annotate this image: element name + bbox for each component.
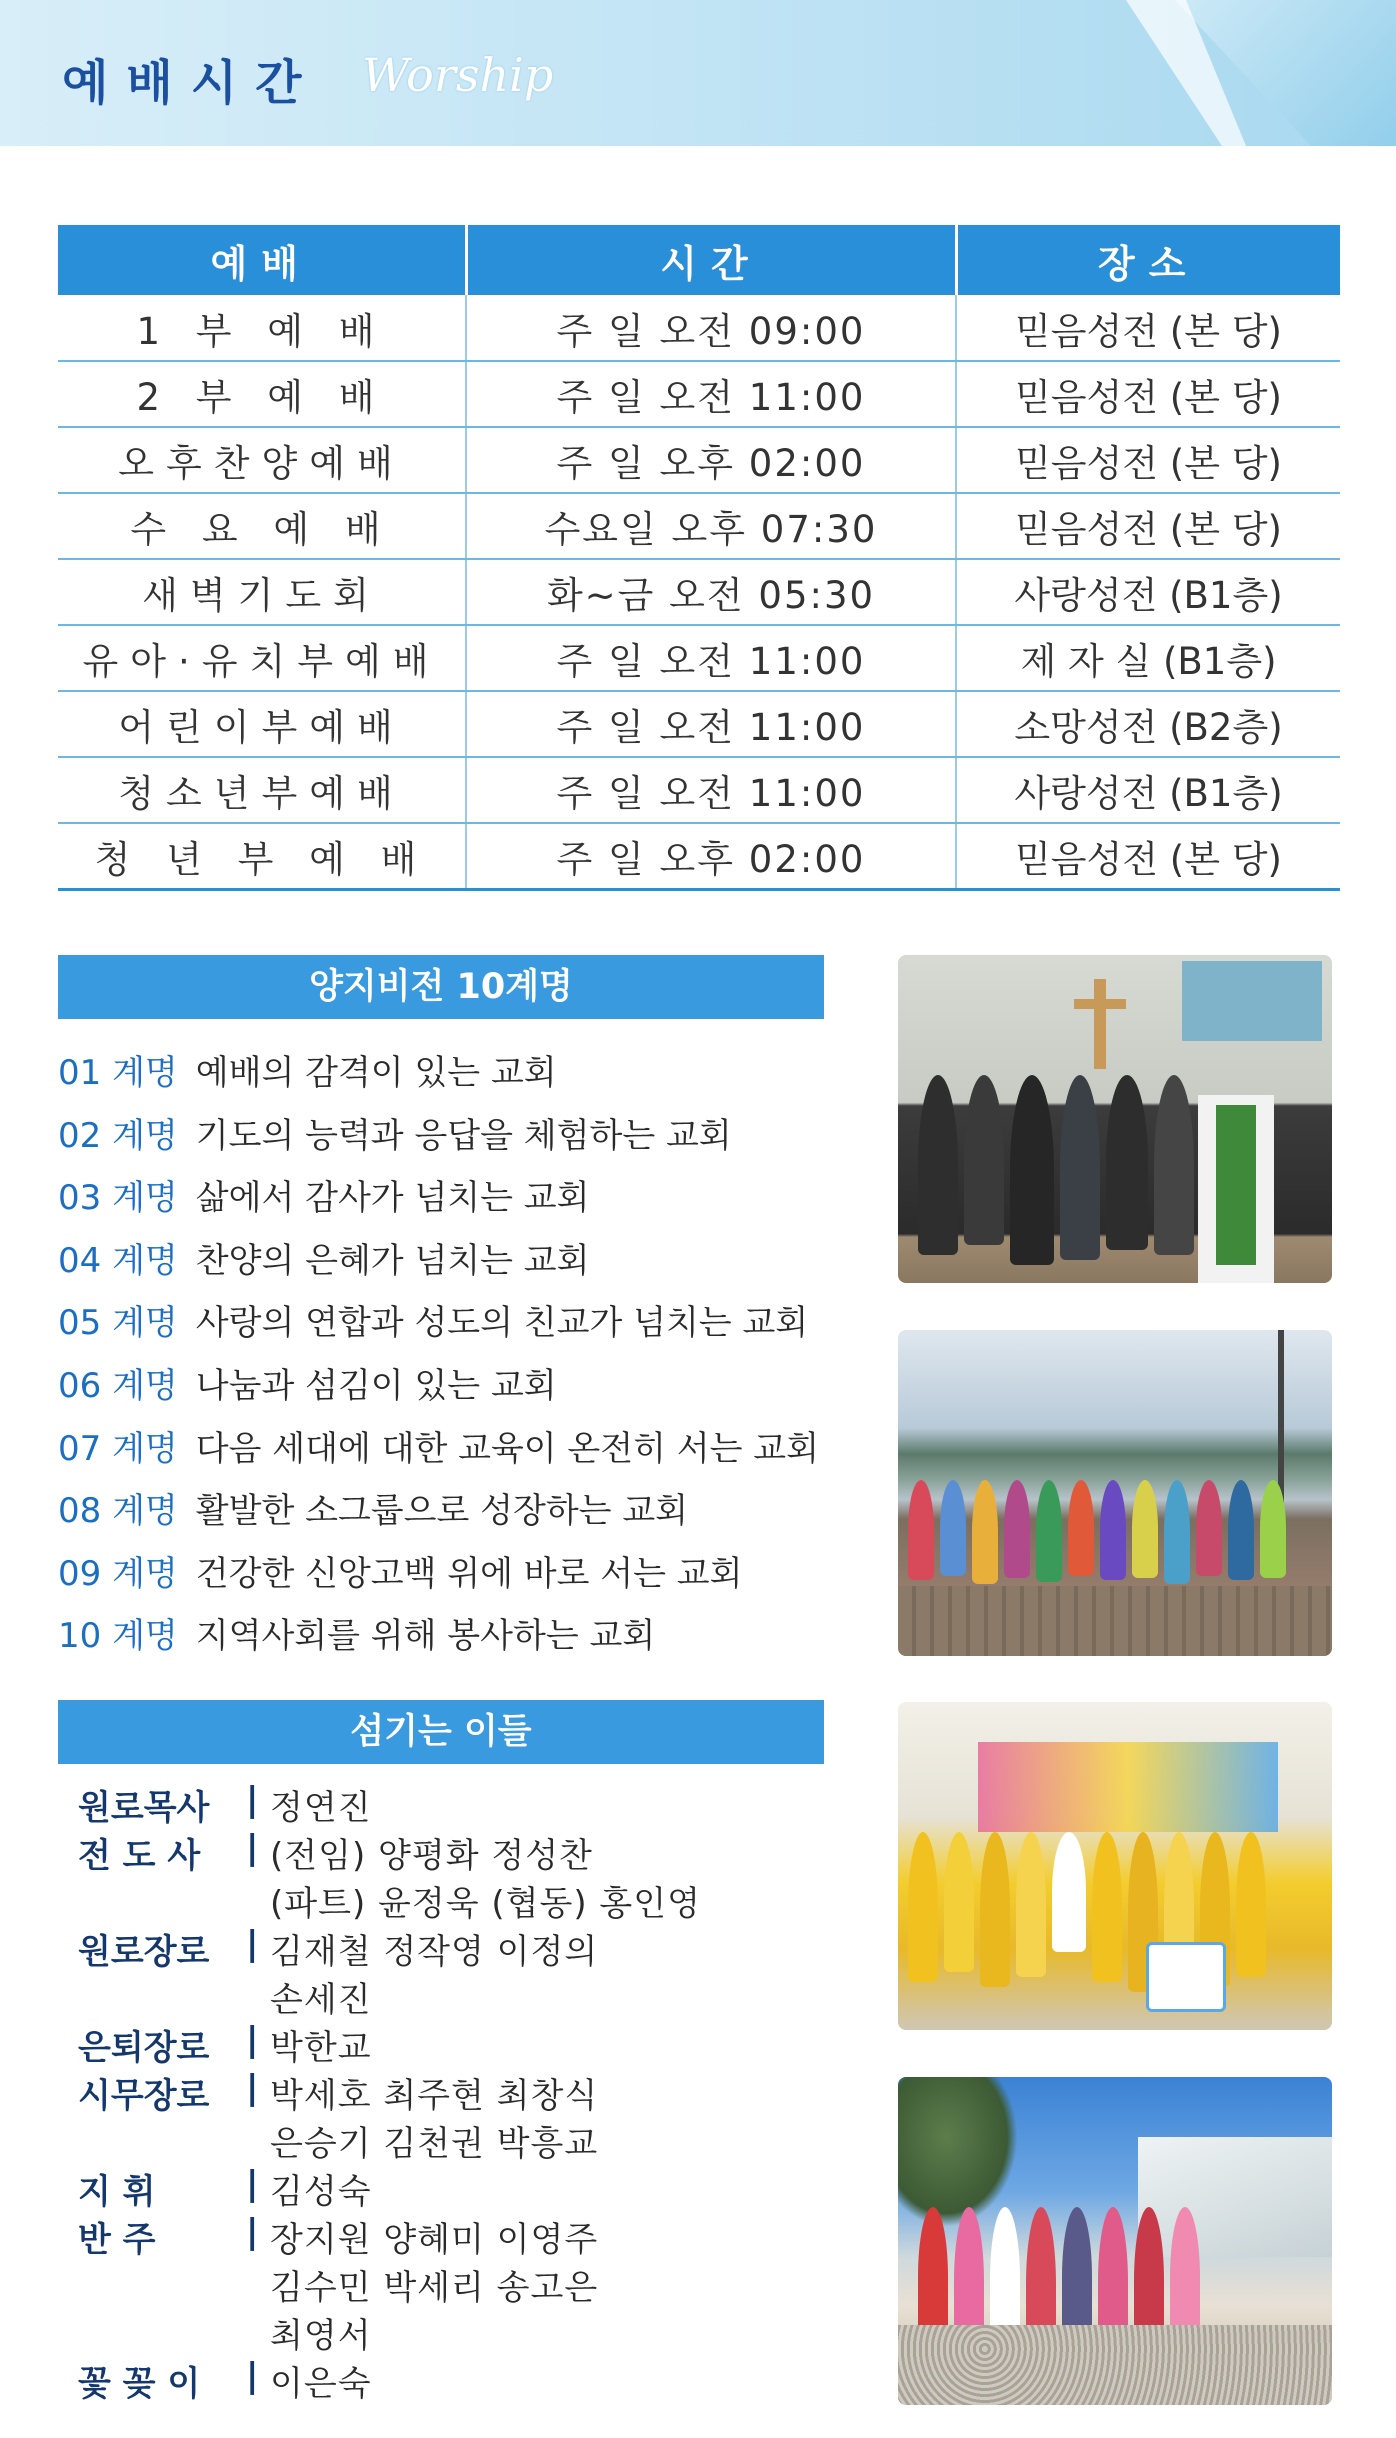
time-cell: 주 일 오후 02:00: [466, 427, 956, 493]
vision-item-number: 06 계명: [58, 1365, 178, 1406]
photo-deck: [898, 1586, 1332, 1656]
photo-stole: [1216, 1105, 1256, 1265]
staff-separator: [246, 1876, 270, 1924]
vision-item-text: 다음 세대에 대한 교육이 온전히 서는 교회: [195, 1428, 819, 1469]
staff-row: [78, 2356, 818, 2404]
staff-row: [78, 1876, 818, 1924]
header-time: 시간: [466, 225, 956, 295]
table-row: [58, 823, 1340, 889]
staff-row: [78, 2068, 818, 2116]
staff-role: 시무장로: [78, 2076, 210, 2116]
staff-role: [78, 1876, 246, 1924]
staff-role: 반 주: [78, 2220, 156, 2260]
page-title: 예배시간: [62, 55, 320, 111]
time-cell: 화~금 오전 05:30: [466, 559, 956, 625]
worship-schedule-table: [58, 225, 1340, 891]
table-row: [58, 361, 1340, 427]
staff-names: 박한교: [270, 2028, 372, 2068]
staff-row: [78, 1924, 818, 1972]
table-row: [58, 427, 1340, 493]
place-cell: 믿음성전 (본 당): [956, 493, 1340, 559]
staff-role: [78, 2260, 246, 2308]
table-row: [58, 691, 1340, 757]
staff-separator: |: [246, 2020, 259, 2060]
cross-icon: [1094, 979, 1106, 1069]
staff-role: 지 휘: [78, 2172, 156, 2212]
staff-list: [78, 1780, 818, 2404]
staff-separator: [246, 2116, 270, 2164]
page-title-english: Worship: [362, 48, 554, 102]
staff-role: 원로장로: [78, 1932, 210, 1972]
staff-names: 은승기 김천권 박흥교: [270, 2124, 599, 2164]
place-cell: 제 자 실 (B1층): [956, 625, 1340, 691]
staff-separator: |: [246, 1924, 259, 1964]
staff-role: 원로목사: [78, 1788, 210, 1828]
cross-bar: [1074, 999, 1126, 1009]
staff-row: [78, 2212, 818, 2260]
vision-item-text: 삶에서 감사가 넘치는 교회: [195, 1178, 590, 1219]
place-cell: 믿음성전 (본 당): [956, 823, 1340, 889]
vision-item-text: 건강한 신앙고백 위에 바로 서는 교회: [195, 1553, 743, 1594]
staff-names: 이은숙: [270, 2364, 372, 2404]
staff-row: [78, 2116, 818, 2164]
service-cell: 청소년부예배: [58, 757, 466, 823]
staff-names: (전임) 양평화 정성찬: [270, 1836, 593, 1876]
vision-item: [58, 1546, 838, 1609]
staff-separator: [246, 1972, 270, 2020]
service-cell: 새벽기도회: [58, 559, 466, 625]
vision-item: [58, 1233, 838, 1296]
photo-children-event: [898, 1702, 1332, 2030]
staff-role: 은퇴장로: [78, 2028, 210, 2068]
staff-row: [78, 2020, 818, 2068]
vision-item-text: 사랑의 연합과 성도의 친교가 넘치는 교회: [195, 1303, 809, 1344]
staff-row: [78, 2308, 818, 2356]
vision-item: [58, 1358, 838, 1421]
photo-screen: [1182, 961, 1322, 1041]
service-cell: 청 년 부 예 배: [58, 823, 466, 889]
staff-section-title: 섬기는 이들: [58, 1700, 824, 1764]
staff-names: 최영서: [270, 2316, 372, 2356]
table-row: [58, 493, 1340, 559]
table-row: [58, 295, 1340, 361]
service-cell: 유아·유치부예배: [58, 625, 466, 691]
staff-names: 박세호 최주현 최창식: [270, 2076, 599, 2116]
photo-church-group: [898, 955, 1332, 1283]
vision-item: [58, 1295, 838, 1358]
staff-names: 김수민 박세리 송고은: [270, 2268, 599, 2308]
time-cell: 주 일 오후 02:00: [466, 823, 956, 889]
staff-separator: |: [246, 1780, 259, 1820]
worship-table-body: [58, 295, 1340, 889]
staff-row: [78, 2260, 818, 2308]
staff-separator: |: [246, 2356, 259, 2396]
service-cell: 어린이부예배: [58, 691, 466, 757]
table-header-row: [58, 225, 1340, 295]
staff-separator: |: [246, 2212, 259, 2252]
staff-names: 장지원 양혜미 이영주: [270, 2220, 599, 2260]
vision-item: [58, 1483, 838, 1546]
place-cell: 믿음성전 (본 당): [956, 427, 1340, 493]
vision-item-number: 08 계명: [58, 1491, 178, 1532]
photo-people: [908, 1480, 1286, 1584]
vision-item: [58, 1421, 838, 1484]
photo-tree: [898, 2077, 1018, 2227]
vision-item-number: 04 계명: [58, 1240, 178, 1281]
place-cell: 소망성전 (B2층): [956, 691, 1340, 757]
time-cell: 주 일 오전 09:00: [466, 295, 956, 361]
vision-item-text: 예배의 감격이 있는 교회: [195, 1053, 557, 1093]
service-cell: 수 요 예 배: [58, 493, 466, 559]
vision-item: [58, 1108, 838, 1171]
page-header: [0, 0, 1396, 146]
staff-role: [78, 2116, 246, 2164]
vision-item-text: 기도의 능력과 응답을 체험하는 교회: [195, 1115, 732, 1156]
service-cell: 2 부 예 배: [58, 361, 466, 427]
staff-separator: [246, 2308, 270, 2356]
photo-outdoor-group: [898, 1330, 1332, 1656]
time-cell: 주 일 오전 11:00: [466, 361, 956, 427]
vision-list: [58, 1045, 838, 1671]
vision-item-number: 05 계명: [58, 1303, 178, 1344]
vision-item: [58, 1170, 838, 1233]
vision-item-text: 찬양의 은혜가 넘치는 교회: [195, 1240, 590, 1281]
vision-item-number: 03 계명: [58, 1178, 178, 1219]
staff-names: 김재철 정작영 이정의: [270, 1932, 599, 1972]
time-cell: 주 일 오전 11:00: [466, 625, 956, 691]
photo-outing-group: [898, 2077, 1332, 2405]
vision-item-number: 02 계명: [58, 1115, 178, 1156]
staff-names: 김성숙: [270, 2172, 372, 2212]
vision-item-number: 01 계명: [58, 1053, 178, 1093]
time-cell: 주 일 오전 11:00: [466, 757, 956, 823]
photo-banner: [978, 1742, 1278, 1832]
staff-role: 전 도 사: [78, 1836, 201, 1876]
place-cell: 사랑성전 (B1층): [956, 757, 1340, 823]
vision-item: [58, 1045, 838, 1108]
vision-item: [58, 1608, 838, 1671]
staff-role: [78, 2308, 246, 2356]
vision-section-title: 양지비전 10계명: [58, 955, 824, 1019]
vision-item-text: 활발한 소그룹으로 성장하는 교회: [195, 1491, 689, 1532]
vision-item-number: 10 계명: [58, 1616, 178, 1657]
vision-item-number: 09 계명: [58, 1553, 178, 1594]
staff-names: (파트) 윤정욱 (협동) 홍인영: [270, 1884, 701, 1924]
staff-row: [78, 1780, 818, 1828]
staff-role: 꽃 꽂 이: [78, 2364, 201, 2404]
place-cell: 믿음성전 (본 당): [956, 361, 1340, 427]
time-cell: 수요일 오후 07:30: [466, 493, 956, 559]
time-cell: 주 일 오전 11:00: [466, 691, 956, 757]
staff-names: 손세진: [270, 1980, 372, 2020]
staff-names: 정연진: [270, 1788, 372, 1828]
staff-separator: |: [246, 2164, 259, 2204]
staff-role: [78, 1972, 246, 2020]
staff-separator: [246, 2260, 270, 2308]
vision-item-text: 지역사회를 위해 봉사하는 교회: [195, 1616, 656, 1657]
service-cell: 오후찬양예배: [58, 427, 466, 493]
staff-row: [78, 1972, 818, 2020]
photo-people: [918, 1075, 1194, 1265]
photo-gravel-path: [898, 2325, 1332, 2405]
header-place: 장소: [956, 225, 1340, 295]
vision-item-number: 07 계명: [58, 1428, 178, 1469]
staff-row: [78, 1828, 818, 1876]
staff-separator: |: [246, 1828, 259, 1868]
service-cell: 1 부 예 배: [58, 295, 466, 361]
place-cell: 믿음성전 (본 당): [956, 295, 1340, 361]
staff-separator: |: [246, 2068, 259, 2108]
photo-sign: [1146, 1942, 1226, 2012]
place-cell: 사랑성전 (B1층): [956, 559, 1340, 625]
header-service: 예배: [58, 225, 466, 295]
table-row: [58, 559, 1340, 625]
vision-item-text: 나눔과 섬김이 있는 교회: [195, 1365, 557, 1406]
table-row: [58, 757, 1340, 823]
staff-row: [78, 2164, 818, 2212]
table-row: [58, 625, 1340, 691]
